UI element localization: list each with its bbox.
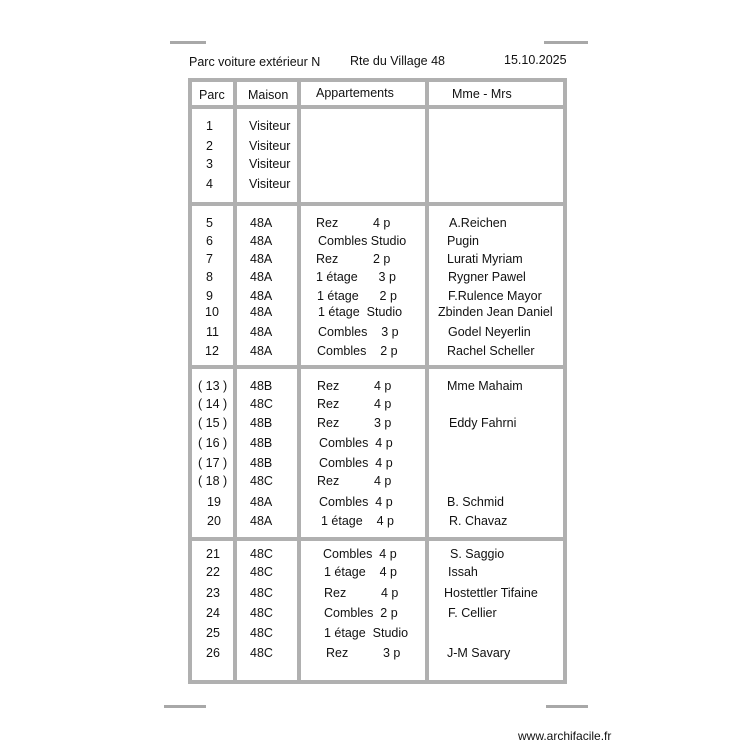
row-maison: 48C bbox=[250, 586, 273, 600]
row-maison: 48C bbox=[250, 547, 273, 561]
row-nom: Godel Neyerlin bbox=[448, 325, 531, 339]
row-maison: 48A bbox=[250, 514, 273, 528]
row-nom: Zbinden Jean Daniel bbox=[438, 305, 553, 319]
row-maison: Visiteur bbox=[249, 157, 291, 171]
row-appartement: Rez 4 p bbox=[317, 379, 392, 393]
row-parc: 20 bbox=[207, 514, 221, 528]
row-parc: 11 bbox=[206, 325, 219, 339]
row-maison: 48B bbox=[250, 456, 273, 470]
divider-section-1 bbox=[188, 202, 567, 206]
row-nom: B. Schmid bbox=[447, 495, 504, 509]
divider-section-3 bbox=[188, 537, 567, 541]
row-nom: Mme Mahaim bbox=[447, 379, 523, 393]
row-parc: ( 14 ) bbox=[198, 397, 228, 411]
column-header-maison: Maison bbox=[248, 88, 289, 102]
row-appartement: Combles 4 p bbox=[319, 456, 393, 470]
row-maison: 48B bbox=[250, 379, 273, 393]
row-parc: ( 16 ) bbox=[198, 436, 228, 450]
address-label: Rte du Village 48 bbox=[350, 54, 445, 68]
row-appartement: Rez 3 p bbox=[317, 416, 392, 430]
row-parc: 26 bbox=[206, 646, 220, 660]
row-appartement: Rez 3 p bbox=[326, 646, 401, 660]
row-appartement: Rez 4 p bbox=[324, 586, 399, 600]
row-nom: Pugin bbox=[447, 234, 479, 248]
row-appartement: Rez 4 p bbox=[317, 397, 392, 411]
row-maison: Visiteur bbox=[249, 139, 291, 153]
divider-header bbox=[188, 105, 567, 109]
row-maison: Visiteur bbox=[249, 177, 291, 191]
row-parc: 7 bbox=[206, 252, 213, 266]
row-nom: S. Saggio bbox=[450, 547, 505, 561]
row-parc: ( 17 ) bbox=[198, 456, 228, 470]
column-header-appartements: Appartements bbox=[316, 86, 394, 100]
row-parc: 1 bbox=[206, 119, 213, 133]
row-nom: J-M Savary bbox=[447, 646, 511, 660]
col-divider-3 bbox=[425, 78, 429, 684]
row-appartement: 1 étage 4 p bbox=[321, 514, 394, 528]
column-header-parc: Parc bbox=[199, 88, 225, 102]
row-nom: A.Reichen bbox=[449, 216, 507, 230]
row-appartement: 1 étage Studio bbox=[324, 626, 409, 640]
row-appartement: 1 étage 2 p bbox=[317, 289, 397, 303]
row-parc: 5 bbox=[206, 216, 213, 230]
row-maison: 48A bbox=[250, 216, 273, 230]
col-divider-1 bbox=[233, 78, 237, 684]
row-maison: 48C bbox=[250, 626, 273, 640]
row-maison: 48A bbox=[250, 270, 273, 284]
row-appartement: 1 étage 4 p bbox=[324, 565, 397, 579]
row-appartement: 1 étage Studio bbox=[318, 305, 403, 319]
row-maison: Visiteur bbox=[249, 119, 291, 133]
row-parc: ( 13 ) bbox=[198, 379, 228, 393]
row-appartement: 1 étage 3 p bbox=[316, 270, 396, 284]
row-parc: 9 bbox=[206, 289, 213, 303]
row-maison: 48C bbox=[250, 646, 273, 660]
row-maison: 48C bbox=[250, 397, 273, 411]
row-parc: 10 bbox=[205, 305, 219, 319]
row-nom: Issah bbox=[448, 565, 478, 579]
crop-mark-bottom-right bbox=[546, 705, 588, 708]
row-parc: 22 bbox=[206, 565, 220, 579]
row-maison: 48A bbox=[250, 252, 273, 266]
crop-mark-bottom-left bbox=[164, 705, 206, 708]
crop-mark-top-right bbox=[544, 41, 588, 44]
row-nom: Rygner Pawel bbox=[448, 270, 526, 284]
row-appartement: Rez 4 p bbox=[316, 216, 391, 230]
row-maison: 48B bbox=[250, 436, 273, 450]
row-appartement: Combles 4 p bbox=[323, 547, 397, 561]
row-appartement: Rez 2 p bbox=[316, 252, 391, 266]
row-maison: 48A bbox=[250, 234, 273, 248]
row-nom: F. Cellier bbox=[448, 606, 497, 620]
row-appartement: Combles 3 p bbox=[318, 325, 399, 339]
col-divider-2 bbox=[297, 78, 301, 684]
page-title: Parc voiture extérieur N bbox=[189, 55, 321, 69]
row-maison: 48A bbox=[250, 325, 273, 339]
row-maison: 48B bbox=[250, 416, 273, 430]
row-parc: 6 bbox=[206, 234, 213, 248]
row-parc: 19 bbox=[207, 495, 221, 509]
row-parc: 23 bbox=[206, 586, 220, 600]
row-maison: 48C bbox=[250, 474, 273, 488]
row-parc: 2 bbox=[206, 139, 213, 153]
row-parc: ( 18 ) bbox=[198, 474, 228, 488]
row-nom: Eddy Fahrni bbox=[449, 416, 517, 430]
row-parc: 12 bbox=[205, 344, 219, 358]
watermark: www.archifacile.fr bbox=[518, 729, 612, 743]
row-nom: F.Rulence Mayor bbox=[448, 289, 542, 303]
row-maison: 48A bbox=[250, 495, 273, 509]
row-parc: 24 bbox=[206, 606, 220, 620]
row-maison: 48A bbox=[250, 305, 273, 319]
row-parc: 25 bbox=[206, 626, 220, 640]
row-parc: 3 bbox=[206, 157, 213, 171]
row-appartement: Combles 2 p bbox=[317, 344, 398, 358]
row-appartement: Rez 4 p bbox=[317, 474, 392, 488]
row-parc: 21 bbox=[206, 547, 220, 561]
row-nom: R. Chavaz bbox=[449, 514, 508, 528]
row-appartement: Combles Studio bbox=[318, 234, 407, 248]
row-parc: 4 bbox=[206, 177, 213, 191]
row-maison: 48A bbox=[250, 344, 273, 358]
row-nom: Hostettler Tifaine bbox=[444, 586, 538, 600]
row-appartement: Combles 4 p bbox=[319, 436, 393, 450]
row-parc: 8 bbox=[206, 270, 213, 284]
date-label: 15.10.2025 bbox=[504, 53, 567, 67]
row-nom: Rachel Scheller bbox=[447, 344, 535, 358]
row-appartement: Combles 2 p bbox=[324, 606, 398, 620]
row-maison: 48A bbox=[250, 289, 273, 303]
row-nom: Lurati Myriam bbox=[447, 252, 523, 266]
column-header-nom: Mme - Mrs bbox=[452, 87, 512, 101]
divider-section-2 bbox=[188, 365, 567, 369]
row-maison: 48C bbox=[250, 606, 273, 620]
row-parc: ( 15 ) bbox=[198, 416, 228, 430]
crop-mark-top-left bbox=[170, 41, 206, 44]
row-maison: 48C bbox=[250, 565, 273, 579]
row-appartement: Combles 4 p bbox=[319, 495, 393, 509]
